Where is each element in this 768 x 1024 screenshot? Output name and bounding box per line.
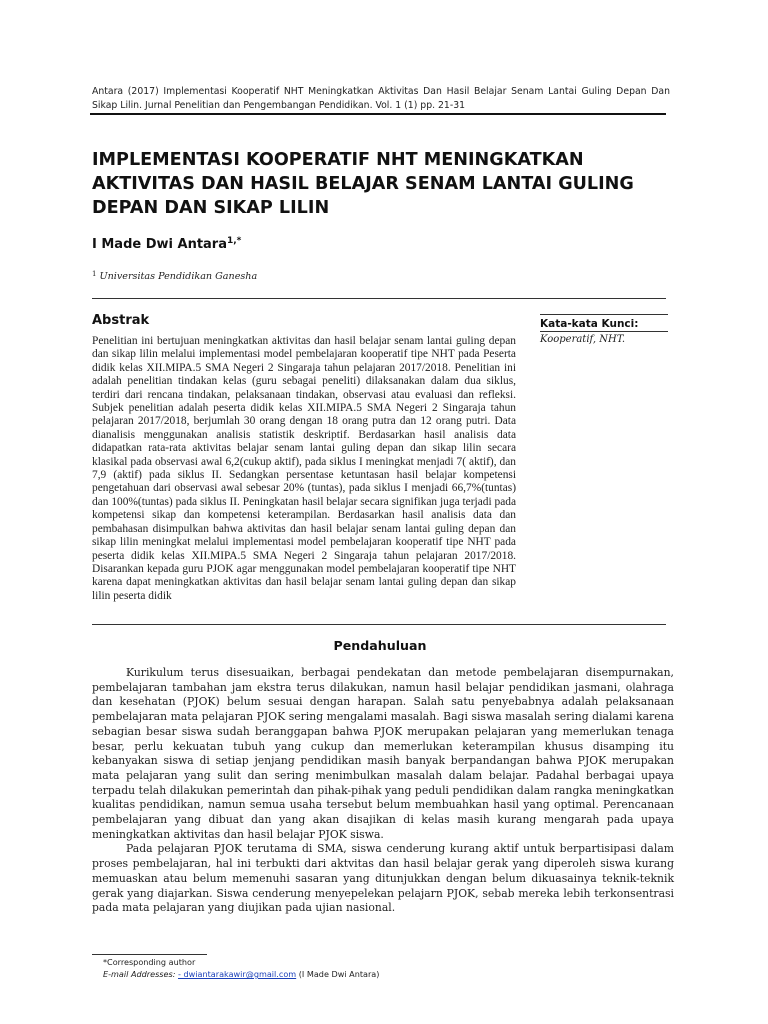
author-line [92, 236, 241, 252]
affiliation [92, 270, 257, 282]
keywords-text: Kooperatif, NHT. [540, 334, 626, 345]
running-header: Antara (2017) Implementasi Kooperatif NHT Meningkatkan Aktivitas Dan Hasil Belajar Senam Lantai Guling Depan Dan Sikap Lilin. Jurnal Penelitian dan Pengembangan Pendidikan. Vol. 1 (1) pp. 21-31 [92, 86, 670, 111]
author-name: I Made Dwi Antara [92, 237, 227, 252]
author-marker: 1,* [227, 236, 242, 246]
affiliation-text: Universitas Pendidikan Ganesha [99, 271, 258, 282]
article-title: IMPLEMENTASI KOOPERATIF NHT MENINGKATKAN AKTIVITAS DAN HASIL BELAJAR SENAM LANTAI GULING DEPAN DAN SIKAP LILIN [92, 150, 634, 218]
keywords-heading: Kata-kata Kunci: [540, 318, 639, 330]
email-link[interactable]: - dwiantarakawir@gmail.com [178, 969, 297, 979]
abstract-bottom-rule [92, 624, 666, 625]
header-rule [90, 113, 666, 115]
keywords-heading-rule [540, 331, 668, 332]
email-owner: (I Made Dwi Antara) [298, 969, 380, 979]
footnote-rule [92, 954, 207, 955]
introduction-body [92, 666, 674, 916]
email-line [103, 968, 379, 980]
keywords-top-rule [540, 314, 668, 315]
corresponding-author-note: *Corresponding author [103, 957, 196, 967]
intro-paragraph: Kurikulum terus disesuaikan, berbagai pendekatan dan metode pembelajaran disempurnakan, pembelajaran tambahan jam ekstra terus dilakukan, namun hasil belajar pendidikan jasmani, olahraga dan kesehatan (PJOK) belum sesuai dengan harapan. Salah satu penyebabnya adalah pelaksanaan pembelajaran mata pelajaran PJOK sering mengalami masalah. Bagi siswa masalah sering dialami karena sebagian besar siswa sudah beranggapan bahwa PJOK merupakan pelajaran yang memerlukan tenaga besar, perlu kekuatan tubuh yang cukup dan memerlukan keterampilan khusus disamping itu kebanyakan siswa di setiap jenjang pendidikan masih banyak berpandangan bahwa PJOK merupakan mata pelajaran yang sulit dan sering menimbulkan masalah dalam belajar. Padahal berbagai upaya terpadu telah dilakukan pemerintah dan pihak-pihak yang peduli pendidikan dalam rangka meningkatkan kualitas pendidikan, namun semua usaha tersebut belum membuahkan hasil yang optimal. Perencanaan pembelajaran yang dibuat dan yang akan disajikan di kelas masih kurang mengarah pada upaya meningkatkan aktivitas dan hasil belajar PJOK siswa. [92, 666, 674, 841]
abstract-top-rule [92, 298, 666, 299]
email-label: E-mail Addresses: [103, 969, 176, 979]
section-heading-pendahuluan: Pendahuluan [333, 638, 427, 653]
abstract-body: Penelitian ini bertujuan meningkatkan aktivitas dan hasil belajar senam lantai guling depan dan sikap lilin melalui implementasi model pembelajaran kooperatif tipe NHT pada Peserta didik kelas XII.MIPA.5 SMA Negeri 2 Singaraja tahun pelajaran 2017/2018. Penelitian ini adalah penelitian tindakan kelas (guru sebagai peneliti) dilaksanakan dalam dua siklus, terdiri dari rencana tindakan, pelaksanaan tindakan, observasi atau evaluasi dan refleksi. Subjek penelitian adalah peserta didik kelas XII.MIPA.5 SMA Negeri 2 Singaraja tahun pelajaran 2017/2018, berjumlah 30 orang dengan 18 orang putra dan 12 orang putri. Data dianalisis menggunakan analisis statistik deskriptif. Berdasarkan hasil analisis data didapatkan rata-rata aktivitas belajar senam lantai guling depan dan sikap lilin secara klasikal pada observasi awal 6,2(cukup aktif), pada siklus I meningkat menjadi 7( aktif), dan 7,9 (aktif) pada siklus II. Sedangkan persentase ketuntasan hasil belajar kompetensi pengetahuan dari observasi awal sebesar 20% (tuntas), pada siklus I menjadi 66,7%(tuntas) dan 100%(tuntas) pada siklus II. Peningkatan hasil belajar secara signifikan juga terjadi pada kompetensi sikap dan kompetensi keterampilan. Berdasarkan hasil analisis data dan pembahasan disimpulkan bahwa aktivitas dan hasil belajar senam lantai guling depan dan sikap lilin meningkat melalui implementasi model pembelajaran kooperatif tipe NHT pada peserta didik kelas XII.MIPA.5 SMA Negeri 2 Singaraja tahun pelajaran 2017/2018. Disarankan kepada guru PJOK agar menggunakan model pembelajaran kooperatif tipe NHT karena dapat meningkatkan aktivitas dan hasil belajar senam lantai guling depan dan sikap lilin peserta didik [92, 335, 516, 602]
intro-paragraph: Pada pelajaran PJOK terutama di SMA, siswa cenderung kurang aktif untuk berpartisipasi dalam proses pembelajaran, hal ini terbukti dari aktvitas dan hasil belajar gerak yang diperoleh siswa kurang memuaskan atau belum memenuhi sasaran yang ditunjukkan dengan belum dikuasainya teknik-teknik gerak yang diajarkan. Siswa cenderung menyepelekan pelajarn PJOK, sebab mereka lebih terkonsentrasi pada mata pelajaran yang diujikan pada ujian nasional. [92, 842, 674, 915]
footnote [103, 956, 379, 980]
abstract-heading: Abstrak [92, 313, 150, 328]
affiliation-marker: 1 [92, 270, 97, 278]
